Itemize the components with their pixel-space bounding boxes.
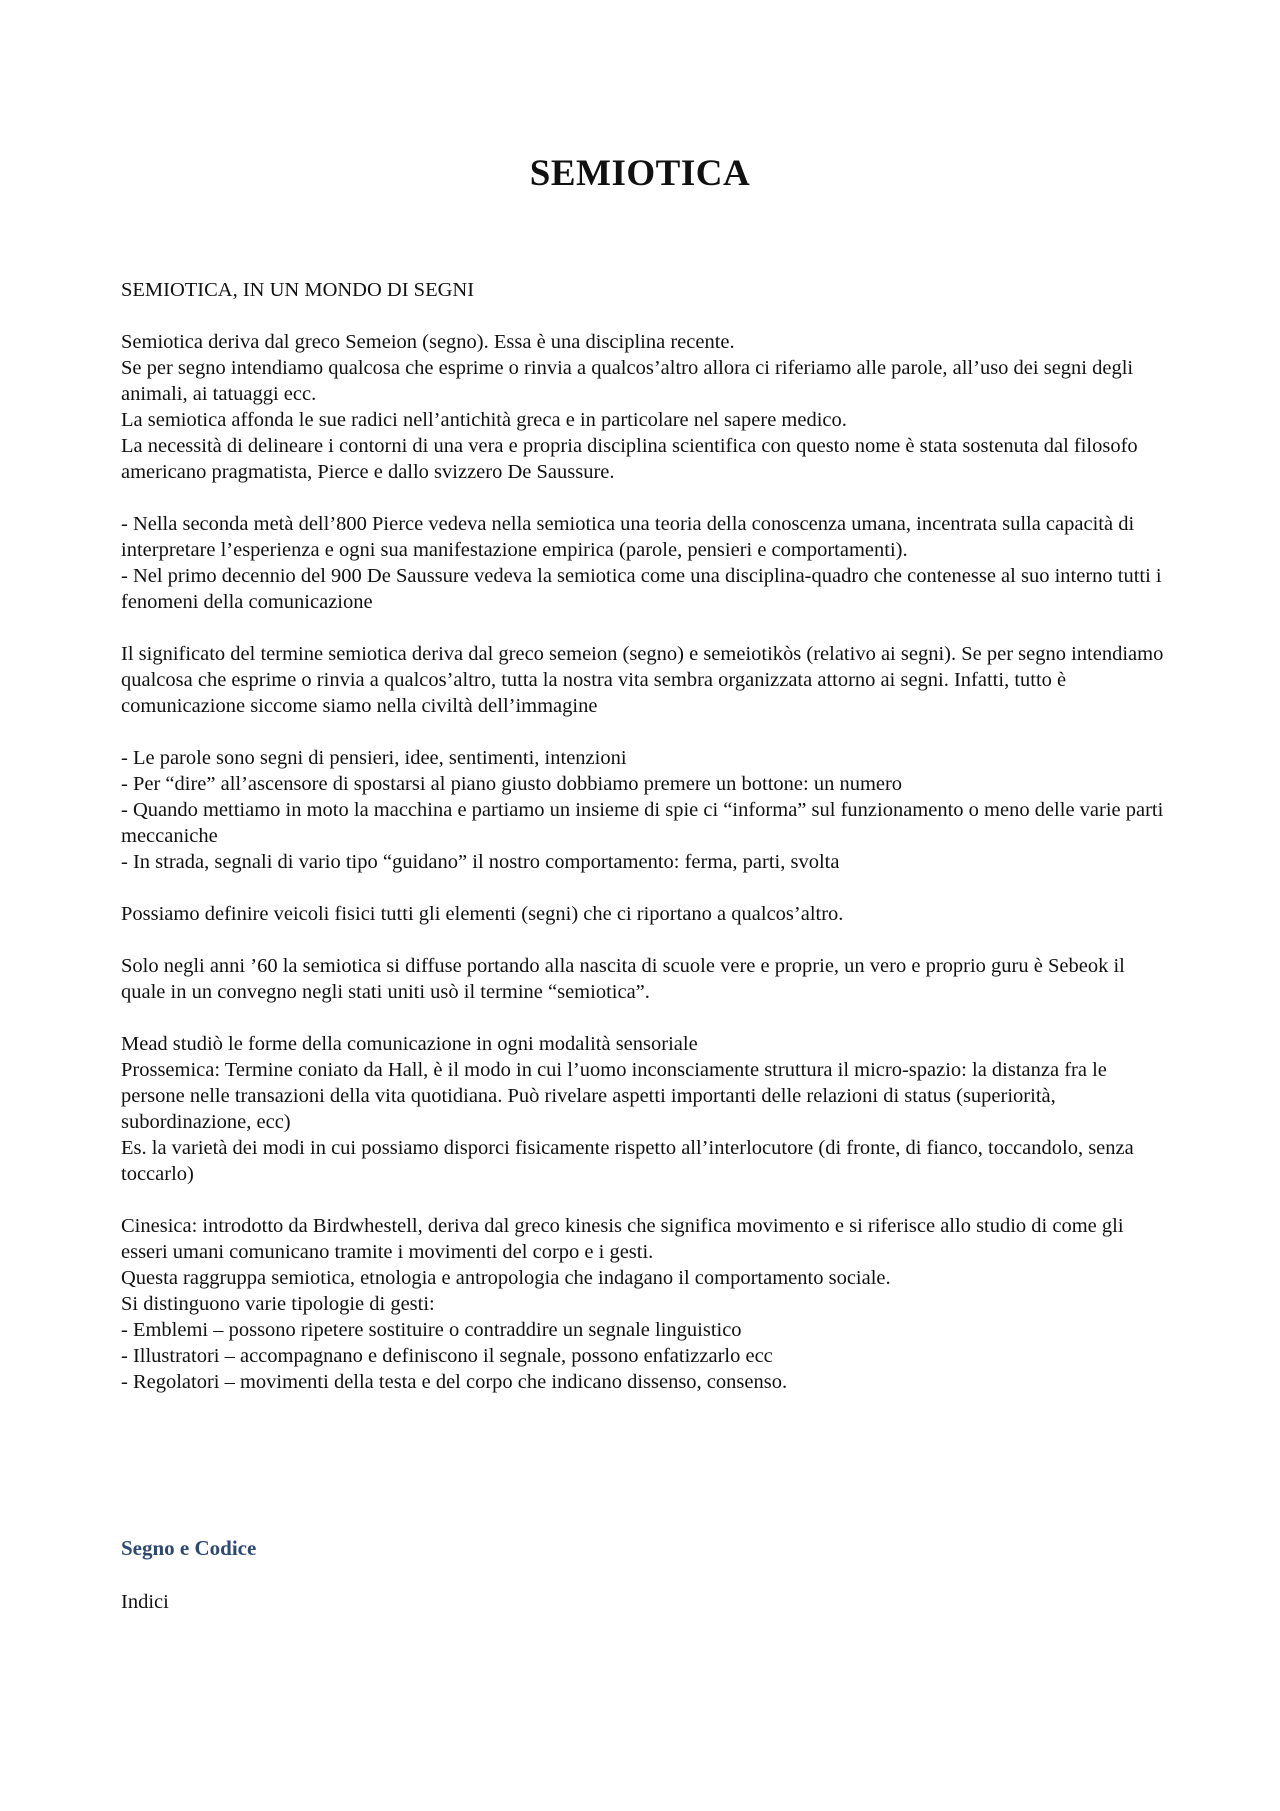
paragraph-cinesica	[121, 1213, 1171, 1395]
document-body	[121, 277, 1171, 1615]
paragraph-line: Es. la varietà dei modi in cui possiamo disporci fisicamente rispetto all’interlocutore (di fronte, di fianco, toccandolo, senza toccarlo)	[121, 1137, 1134, 1185]
section-heading: Segno e Codice	[121, 1536, 257, 1560]
list-item: - Illustratori – accompagnano e definiscono il segnale, possono enfatizzarlo ecc	[121, 1345, 773, 1367]
section-text: Indici	[121, 1591, 169, 1613]
paragraph-line: La necessità di delineare i contorni di una vera e propria disciplina scientifica con questo nome è stata sostenuta dal filosofo americano pragmatista, Pierce e dallo svizzero De Saussure.	[121, 435, 1138, 483]
paragraph-line: Cinesica: introdotto da Birdwhestell, deriva dal greco kinesis che significa movimento e si riferisce allo studio di come gli esseri umani comunicano tramite i movimenti del corpo e i gesti.	[121, 1215, 1124, 1263]
paragraph-examples	[121, 745, 1171, 875]
paragraph-line: - Nella seconda metà dell’800 Pierce vedeva nella semiotica una teoria della conoscenza umana, incentrata sulla capacità di interpretare l’esperienza e ogni sua manifestazione empirica (parole, pensieri e comportamenti).	[121, 513, 1135, 561]
paragraph-sixties	[121, 953, 1171, 1005]
paragraph-line: - Nel primo decennio del 900 De Saussure vedeva la semiotica come una disciplina-quadro che contenesse al suo interno tutti i fenomeni della comunicazione	[121, 565, 1162, 613]
paragraph-line: La semiotica affonda le sue radici nell’antichità greca e in particolare nel sapere medico.	[121, 409, 847, 431]
paragraph-line: Se per segno intendiamo qualcosa che esprime o rinvia a qualcos’altro allora ci riferiamo alle parole, all’uso dei segni degli animali, ai tatuaggi ecc.	[121, 357, 1134, 405]
paragraph-line: Semiotica deriva dal greco Semeion (segno). Essa è una disciplina recente.	[121, 331, 735, 353]
document-title: SEMIOTICA	[529, 153, 751, 194]
paragraph-line: Possiamo definire veicoli fisici tutti gli elementi (segni) che ci riportano a qualcos’altro.	[121, 903, 844, 925]
paragraph-line: Il significato del termine semiotica deriva dal greco semeion (segno) e semeiotikòs (relativo ai segni). Se per segno intendiamo qualcosa che esprime o rinvia a qualcos’altro, tutta la nostra vita sembra organizzata attorno ai segni. Infatti, tutto è comunicazione siccome siamo nella civiltà dell’immagine	[121, 643, 1164, 717]
document-subtitle: SEMIOTICA, IN UN MONDO DI SEGNI	[121, 279, 475, 301]
paragraph-line: Si distinguono varie tipologie di gesti:	[121, 1293, 435, 1315]
paragraph-pierce-saussure	[121, 511, 1171, 615]
list-item: - Per “dire” all’ascensore di spostarsi al piano giusto dobbiamo premere un bottone: un numero	[121, 773, 903, 795]
list-item: - Regolatori – movimenti della testa e del corpo che indicano dissenso, consenso.	[121, 1371, 788, 1393]
paragraph-origin	[121, 329, 1171, 485]
paragraph-vehicles	[121, 901, 1171, 927]
paragraph-line: Prossemica: Termine coniato da Hall, è il modo in cui l’uomo inconsciamente struttura il micro-spazio: la distanza fra le persone nelle transazioni della vita quotidiana. Può rivelare aspetti importanti delle relazioni di status (superiorità, subordinazione, ecc)	[121, 1059, 1107, 1133]
paragraph-line: Solo negli anni ’60 la semiotica si diffuse portando alla nascita di scuole vere e proprie, un vero e proprio guru è Sebeok il quale in un convegno negli stati uniti usò il termine “semiotica”.	[121, 955, 1125, 1003]
list-item: - In strada, segnali di vario tipo “guidano” il nostro comportamento: ferma, parti, svolta	[121, 851, 840, 873]
paragraph-prossemica	[121, 1031, 1171, 1187]
list-item: - Le parole sono segni di pensieri, idee, sentimenti, intenzioni	[121, 747, 627, 769]
paragraph-line: Mead studiò le forme della comunicazione in ogni modalità sensoriale	[121, 1033, 698, 1055]
list-item: - Quando mettiamo in moto la macchina e partiamo un insieme di spie ci “informa” sul funzionamento o meno delle varie parti meccaniche	[121, 799, 1164, 847]
list-item: - Emblemi – possono ripetere sostituire o contraddire un segnale linguistico	[121, 1319, 742, 1341]
paragraph-meaning	[121, 641, 1171, 719]
paragraph-line: Questa raggruppa semiotica, etnologia e antropologia che indagano il comportamento sociale.	[121, 1267, 891, 1289]
